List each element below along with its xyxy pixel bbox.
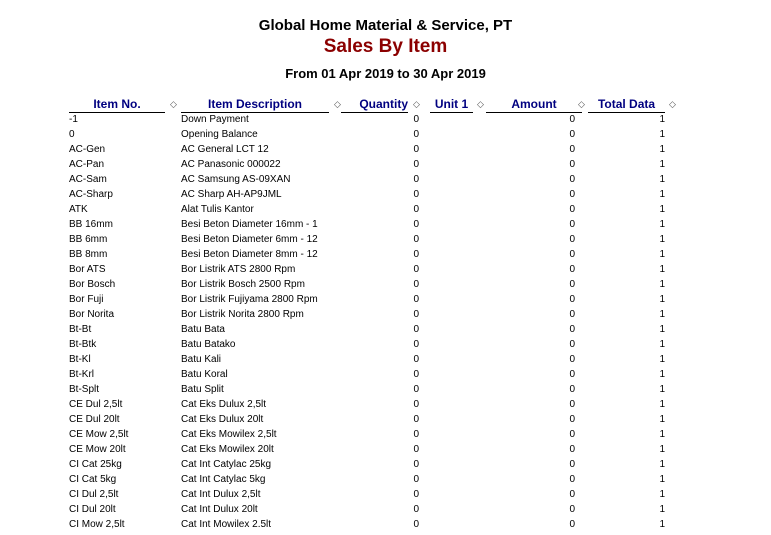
quantity-cell: 0 (413, 234, 419, 245)
report-rows (0, 113, 771, 533)
amount-cell: 0 (569, 234, 575, 245)
item-no-cell: Bt-Btk (69, 339, 97, 350)
total-data-cell: 1 (659, 189, 665, 200)
item-description-cell: Cat Int Catylac 25kg (181, 459, 272, 470)
item-description-cell: Cat Eks Dulux 2,5lt (181, 399, 267, 410)
sort-amount-icon[interactable]: ◇ (578, 99, 585, 109)
table-row[interactable] (0, 158, 771, 173)
report-period: From 01 Apr 2019 to 30 Apr 2019 (285, 66, 486, 81)
table-row[interactable] (0, 323, 771, 338)
item-description-cell: AC Sharp AH-AP9JML (181, 189, 282, 200)
table-row[interactable] (0, 248, 771, 263)
amount-cell: 0 (569, 189, 575, 200)
item-description-cell: Cat Int Dulux 2,5lt (181, 489, 261, 500)
column-header-unit[interactable]: Unit 1 (430, 97, 473, 113)
item-description-cell: Cat Int Mowilex 2.5lt (181, 519, 272, 530)
item-description-cell: Besi Beton Diameter 8mm - 12 (181, 249, 318, 260)
total-data-cell: 1 (659, 399, 665, 410)
quantity-cell: 0 (413, 144, 419, 155)
item-description-cell: Opening Balance (181, 129, 258, 140)
total-data-cell: 1 (659, 309, 665, 320)
total-data-cell: 1 (659, 219, 665, 230)
total-data-cell: 1 (659, 294, 665, 305)
item-no-cell: Bor Fuji (69, 294, 104, 305)
table-row[interactable] (0, 428, 771, 443)
quantity-cell: 0 (413, 354, 419, 365)
item-no-cell: BB 6mm (69, 234, 108, 245)
table-row[interactable] (0, 518, 771, 533)
table-row[interactable] (0, 353, 771, 368)
item-description-cell: Down Payment (181, 114, 249, 125)
amount-cell: 0 (569, 504, 575, 515)
item-description-cell: Batu Batako (181, 339, 236, 350)
quantity-cell: 0 (413, 219, 419, 230)
total-data-cell: 1 (659, 264, 665, 275)
item-description-cell: Batu Koral (181, 369, 228, 380)
table-row[interactable] (0, 203, 771, 218)
amount-cell: 0 (569, 384, 575, 395)
total-data-cell: 1 (659, 174, 665, 185)
quantity-cell: 0 (413, 324, 419, 335)
total-data-cell: 1 (659, 489, 665, 500)
table-row[interactable] (0, 233, 771, 248)
item-no-cell: CI Cat 5kg (69, 474, 117, 485)
total-data-cell: 1 (659, 369, 665, 380)
amount-cell: 0 (569, 294, 575, 305)
amount-cell: 0 (569, 249, 575, 260)
amount-cell: 0 (569, 354, 575, 365)
total-data-cell: 1 (659, 504, 665, 515)
table-row[interactable] (0, 278, 771, 293)
table-row[interactable] (0, 308, 771, 323)
item-description-cell: Bor Listrik Norita 2800 Rpm (181, 309, 304, 320)
amount-cell: 0 (569, 114, 575, 125)
table-row[interactable] (0, 398, 771, 413)
column-header-quantity[interactable]: Quantity (341, 97, 408, 113)
quantity-cell: 0 (413, 519, 419, 530)
table-row[interactable] (0, 113, 771, 128)
item-no-cell: AC-Sam (69, 174, 107, 185)
total-data-cell: 1 (659, 204, 665, 215)
amount-cell: 0 (569, 324, 575, 335)
item-no-cell: Bt-Bt (69, 324, 92, 335)
total-data-cell: 1 (659, 249, 665, 260)
report-title: Sales By Item (323, 36, 448, 57)
item-no-cell: ATK (69, 204, 88, 215)
item-no-cell: CI Dul 20lt (69, 504, 116, 515)
quantity-cell: 0 (413, 264, 419, 275)
quantity-cell: 0 (413, 309, 419, 320)
amount-cell: 0 (569, 159, 575, 170)
sort-quantity-icon[interactable]: ◇ (413, 99, 420, 109)
item-description-cell: Besi Beton Diameter 16mm - 1 (181, 219, 318, 230)
total-data-cell: 1 (659, 519, 665, 530)
total-data-cell: 1 (659, 129, 665, 140)
total-data-cell: 1 (659, 354, 665, 365)
item-description-cell: Cat Eks Dulux 20lt (181, 414, 264, 425)
item-description-cell: Batu Kali (181, 354, 222, 365)
table-row[interactable] (0, 503, 771, 518)
item-description-cell: AC General LCT 12 (181, 144, 269, 155)
item-description-cell: Cat Eks Mowilex 20lt (181, 444, 274, 455)
item-no-cell: -1 (69, 114, 78, 125)
column-header-total-data[interactable]: Total Data (588, 97, 665, 113)
sort-item-description-icon[interactable]: ◇ (334, 99, 341, 109)
table-row[interactable] (0, 473, 771, 488)
column-header-item-description[interactable]: Item Description (181, 97, 329, 113)
total-data-cell: 1 (659, 384, 665, 395)
table-row[interactable] (0, 143, 771, 158)
item-description-cell: Besi Beton Diameter 6mm - 12 (181, 234, 318, 245)
quantity-cell: 0 (413, 369, 419, 380)
quantity-cell: 0 (413, 189, 419, 200)
item-description-cell: Batu Split (181, 384, 224, 395)
item-description-cell: AC Samsung AS-09XAN (181, 174, 291, 185)
quantity-cell: 0 (413, 459, 419, 470)
item-no-cell: Bt-Kl (69, 354, 91, 365)
total-data-cell: 1 (659, 459, 665, 470)
total-data-cell: 1 (659, 444, 665, 455)
table-row[interactable] (0, 368, 771, 383)
table-row[interactable] (0, 188, 771, 203)
item-description-cell: Bor Listrik ATS 2800 Rpm (181, 264, 296, 275)
quantity-cell: 0 (413, 489, 419, 500)
quantity-cell: 0 (413, 339, 419, 350)
item-no-cell: AC-Sharp (69, 189, 113, 200)
item-no-cell: 0 (69, 129, 75, 140)
item-no-cell: AC-Gen (69, 144, 106, 155)
amount-cell: 0 (569, 414, 575, 425)
table-row[interactable] (0, 173, 771, 188)
quantity-cell: 0 (413, 129, 419, 140)
sort-item-no-icon[interactable]: ◇ (170, 99, 177, 109)
table-row[interactable] (0, 293, 771, 308)
total-data-cell: 1 (659, 474, 665, 485)
total-data-cell: 1 (659, 234, 665, 245)
quantity-cell: 0 (413, 249, 419, 260)
sort-unit-icon[interactable]: ◇ (477, 99, 484, 109)
amount-cell: 0 (569, 174, 575, 185)
total-data-cell: 1 (659, 429, 665, 440)
item-description-cell: Cat Eks Mowilex 2,5lt (181, 429, 277, 440)
amount-cell: 0 (569, 519, 575, 530)
item-description-cell: Bor Listrik Fujiyama 2800 Rpm (181, 294, 318, 305)
quantity-cell: 0 (413, 294, 419, 305)
amount-cell: 0 (569, 309, 575, 320)
amount-cell: 0 (569, 489, 575, 500)
column-header-amount[interactable]: Amount (486, 97, 582, 113)
table-row[interactable] (0, 218, 771, 233)
item-no-cell: Bt-Splt (69, 384, 100, 395)
item-no-cell: Bor Bosch (69, 279, 116, 290)
amount-cell: 0 (569, 339, 575, 350)
amount-cell: 0 (569, 399, 575, 410)
total-data-cell: 1 (659, 339, 665, 350)
quantity-cell: 0 (413, 414, 419, 425)
table-row[interactable] (0, 413, 771, 428)
item-description-cell: Bor Listrik Bosch 2500 Rpm (181, 279, 305, 290)
table-row[interactable] (0, 128, 771, 143)
item-no-cell: CI Cat 25kg (69, 459, 122, 470)
amount-cell: 0 (569, 219, 575, 230)
item-description-cell: Batu Bata (181, 324, 225, 335)
total-data-cell: 1 (659, 159, 665, 170)
table-row[interactable] (0, 488, 771, 503)
quantity-cell: 0 (413, 204, 419, 215)
total-data-cell: 1 (659, 414, 665, 425)
column-header-item-no[interactable]: Item No. (69, 97, 165, 113)
quantity-cell: 0 (413, 384, 419, 395)
item-no-cell: Bor ATS (69, 264, 106, 275)
table-row[interactable] (0, 383, 771, 398)
item-no-cell: Bt-Krl (69, 369, 94, 380)
quantity-cell: 0 (413, 279, 419, 290)
item-no-cell: CI Dul 2,5lt (69, 489, 119, 500)
item-no-cell: CE Mow 20lt (69, 444, 126, 455)
sort-total-data-icon[interactable]: ◇ (669, 99, 676, 109)
item-no-cell: Bor Norita (69, 309, 115, 320)
item-no-cell: BB 8mm (69, 249, 108, 260)
item-no-cell: BB 16mm (69, 219, 113, 230)
amount-cell: 0 (569, 459, 575, 470)
item-description-cell: Cat Int Dulux 20lt (181, 504, 258, 515)
quantity-cell: 0 (413, 444, 419, 455)
item-no-cell: CE Dul 20lt (69, 414, 120, 425)
amount-cell: 0 (569, 474, 575, 485)
amount-cell: 0 (569, 279, 575, 290)
company-name: Global Home Material & Service, PT (258, 17, 513, 34)
quantity-cell: 0 (413, 174, 419, 185)
total-data-cell: 1 (659, 279, 665, 290)
amount-cell: 0 (569, 429, 575, 440)
item-no-cell: AC-Pan (69, 159, 105, 170)
table-row[interactable] (0, 458, 771, 473)
amount-cell: 0 (569, 369, 575, 380)
total-data-cell: 1 (659, 114, 665, 125)
quantity-cell: 0 (413, 429, 419, 440)
item-description-cell: Cat Int Catylac 5kg (181, 474, 266, 485)
amount-cell: 0 (569, 204, 575, 215)
amount-cell: 0 (569, 129, 575, 140)
item-no-cell: CE Mow 2,5lt (69, 429, 129, 440)
amount-cell: 0 (569, 264, 575, 275)
total-data-cell: 1 (659, 144, 665, 155)
quantity-cell: 0 (413, 504, 419, 515)
item-no-cell: CI Mow 2,5lt (69, 519, 125, 530)
total-data-cell: 1 (659, 324, 665, 335)
item-description-cell: Alat Tulis Kantor (181, 204, 254, 215)
quantity-cell: 0 (413, 159, 419, 170)
table-row[interactable] (0, 443, 771, 458)
amount-cell: 0 (569, 144, 575, 155)
quantity-cell: 0 (413, 474, 419, 485)
table-row[interactable] (0, 338, 771, 353)
quantity-cell: 0 (413, 114, 419, 125)
quantity-cell: 0 (413, 399, 419, 410)
amount-cell: 0 (569, 444, 575, 455)
item-description-cell: AC Panasonic 000022 (181, 159, 281, 170)
item-no-cell: CE Dul 2,5lt (69, 399, 123, 410)
table-row[interactable] (0, 263, 771, 278)
